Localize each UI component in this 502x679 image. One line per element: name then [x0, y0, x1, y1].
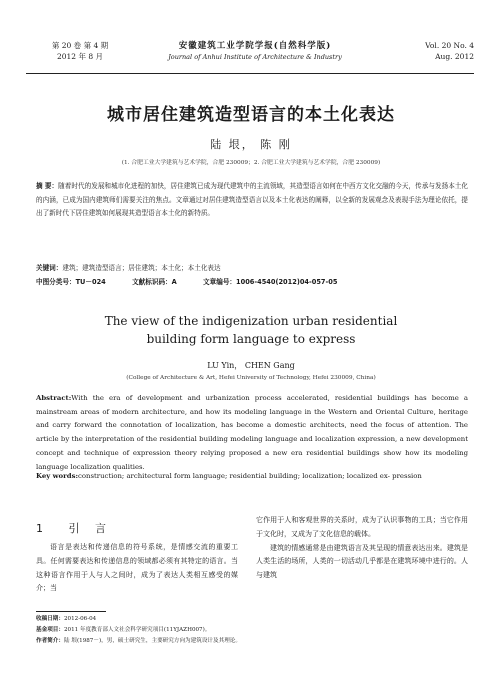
abstract-en-label: Abstract: [36, 394, 72, 402]
journal-name [146, 40, 364, 62]
fund-value: 2011 年度教育部人文社会科学研究项目(11YJAZH007)。 [63, 627, 211, 633]
fund-label: 基金项目： [36, 627, 64, 633]
doccode-item [132, 278, 177, 286]
running-header [26, 40, 474, 72]
clc-item [36, 278, 106, 286]
classification-line [36, 276, 468, 290]
title-en [0, 312, 502, 348]
footnotes [36, 614, 336, 647]
articleno-label: 文章编号： [203, 278, 237, 286]
volume-en: Vol. 20 No. 4 [425, 41, 474, 50]
keywords-en-label: Key words: [36, 472, 79, 480]
articleno-item [203, 278, 337, 286]
abstract-cn-text: 随着时代的发展和城市化进程的加快，居住建筑已成为现代建筑中的主流领域，其造型语言如何在中西方文化交融的今天，传承与发扬本土化的内涵，已成为国内建筑师们需要关注的焦点。文章通过对居住建筑造型语言以及本土化表达的阐释，以全新的发展观念及表现手法为理论依托，提出了新时代下居住建筑如何展现其造型语言本土化的新特质。 [36, 182, 469, 217]
keywords-en [36, 470, 468, 484]
articleno-value: 1006-4540(2012)04-057-05 [236, 278, 338, 286]
abstract-cn [36, 180, 468, 221]
keywords-cn-label: 关键词： [36, 264, 63, 272]
received-value: 2012-06-04 [63, 616, 97, 622]
section-number: 1 [36, 522, 49, 535]
issue-cn: 第 20 卷 第 4 期 [51, 41, 109, 50]
footnote-divider [36, 611, 106, 612]
section-heading [36, 520, 112, 536]
title-en-line2: building form language to express [146, 332, 356, 346]
body-paragraph: 语言是表达和传递信息的符号系统，是情感交流的重要工具。任何需要表达和传递信息的领域都必须有其特定的语言。当这种语言作用于人与人之间时，成为了表达人类相互感受的媒介；当 [36, 543, 238, 593]
keywords-cn-text: 建筑；建筑造型语言；居住建筑；本土化；本土化表达 [62, 264, 221, 272]
body-paragraph: 建筑的情感通常是由建筑语言及其呈现的情意表达出来。建筑是人类生活的场所，人类的一切活动几乎都是在建筑环境中进行的。人与建筑 [256, 543, 468, 580]
abstract-cn-label: 摘 要： [36, 182, 59, 190]
issue-info-en [404, 40, 474, 62]
footnote-author [36, 636, 336, 647]
clc-value: TU－024 [75, 278, 106, 286]
issue-info-cn [26, 40, 134, 62]
body-column-right [256, 514, 468, 583]
header-divider [26, 73, 474, 74]
body-paragraph: 它作用于人和客观世界的关系时，成为了认识事物的工具；当它作用于文化时，又成为了文化信息的载体。 [256, 516, 468, 538]
title-cn: 城市居住建筑造型语言的本土化表达 [107, 105, 395, 125]
affiliation-cn: (1. 合肥工业大学建筑与艺术学院，合肥 230009；2. 合肥工业大学建筑与艺术学院，合肥 230009) [121, 160, 381, 166]
footnote-fund [36, 625, 336, 636]
abstract-en-text: With the era of development and urbanization process accelerated, residential buildings has become a mainstream areas of modern architecture, and how its modeling language in the Western and Oriental Culture, heritage and carry forward the connotation of localization, has become a domestic architects, need the focus of attention. The article by the interpretation of the residential building modeling language and localization expression, a new development concept and technique of expression theory relying proposed a new era residential buildings show how its modeling language localization qualities. [36, 394, 468, 471]
clc-label: 中图分类号： [36, 278, 76, 286]
abstract-en [36, 392, 468, 474]
keywords-en-text: construction; architectural form language; residential building; localization; localized ex- pression [78, 472, 422, 480]
authors-en: LU Yin， CHEN Gang [207, 361, 295, 370]
footnote-received [36, 614, 336, 625]
doccode-value: A [171, 278, 177, 286]
affiliation-en: (College of Architecture & Art, Hefei University of Technology, Hefei 230009, China) [126, 375, 376, 381]
journal-name-cn: 安徽建筑工业学院学报(自然科学版) [178, 41, 332, 51]
title-en-line1: The view of the indigenization urban residential [104, 314, 398, 328]
received-label: 收稿日期： [36, 616, 64, 622]
author-bio-label: 作者简介： [36, 638, 64, 644]
doccode-label: 文献标识码： [132, 278, 172, 286]
body-column-left [36, 541, 238, 596]
keywords-cn [36, 262, 468, 276]
section-title: 引 言 [68, 522, 112, 535]
journal-name-en: Journal of Anhui Institute of Architecture & Industry [168, 53, 342, 61]
authors-cn: 陆 垠， 陈 刚 [210, 138, 292, 151]
date-en: Aug. 2012 [435, 52, 474, 61]
date-cn: 2012 年 8 月 [56, 52, 103, 61]
author-bio-value: 陆 垠(1987－)，男，硕士研究生，主要研究方向为建筑设计及其理论。 [63, 638, 241, 644]
